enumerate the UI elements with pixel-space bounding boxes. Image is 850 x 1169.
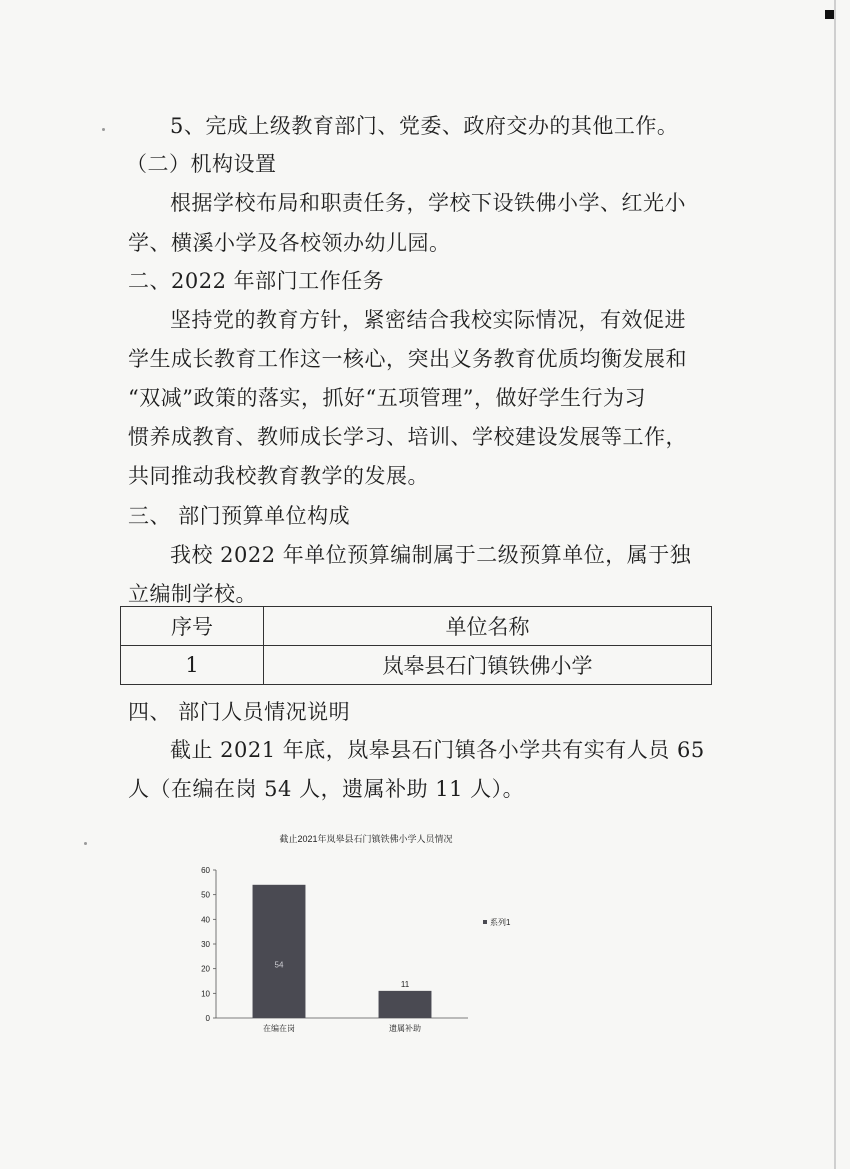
text-line: “双减”政策的落实，抓好“五项管理”，做好学生行为习 [128,386,646,410]
y-tick-label: 60 [201,866,210,875]
data-label: 11 [400,979,410,989]
text-line: 共同推动我校教育教学的发展。 [128,464,429,488]
chart-title: 截止2021年岚皋县石门镇铁佛小学人员情况 [279,834,453,844]
x-tick-label: 在编在岗 [263,1024,295,1033]
text-line: 我校 2022 年单位预算编制属于二级预算单位，属于独 [170,543,692,567]
y-tick-label: 50 [201,890,210,900]
y-tick-label: 0 [205,1014,210,1023]
text-line: 人（在编在岗 54 人，遗属补助 11 人）。 [128,777,525,801]
scan-dust [84,842,87,845]
table-header-cell: 单位名称 [264,607,712,646]
text-line: 学、横溪小学及各校领办幼儿园。 [128,231,451,255]
text-line: 坚持党的教育方针，紧密结合我校实际情况，有效促进 [170,308,686,332]
x-tick-label: 遗属补助 [389,1024,421,1033]
section-heading: 三、 部门预算单位构成 [128,504,351,528]
y-tick-label: 40 [201,915,210,925]
bar [379,991,432,1018]
staff-bar-chart [183,826,553,1051]
scan-edge [834,0,836,1169]
y-tick-label: 10 [201,989,210,999]
text-line: 惯养成教育、教师成长学习、培训、学校建设发展等工作， [128,425,687,449]
table-cell: 岚皋县石门镇铁佛小学 [264,646,712,685]
legend-label: 系列1 [490,918,511,927]
text-line: 根据学校布局和职责任务，学校下设铁佛小学、红光小 [170,191,686,215]
y-tick-label: 30 [201,940,210,949]
table-header-row [121,607,712,646]
text-line: 学生成长教育工作这一核心，突出义务教育优质均衡发展和 [128,347,687,371]
section-heading: 四、 部门人员情况说明 [128,700,351,724]
table-cell: 1 [121,646,264,685]
section-heading: 二、2022 年部门工作任务 [128,269,385,293]
text-line: 5、完成上级教育部门、党委、政府交办的其他工作。 [170,114,679,138]
text-line: 截止 2021 年底，岚皋县石门镇各小学共有实有人员 65 [170,738,705,762]
table-row [121,646,712,685]
text-line: 立编制学校。 [128,582,257,606]
y-tick-label: 20 [201,964,210,974]
legend-swatch [483,920,487,924]
scan-dust [102,128,105,131]
bar [253,885,306,1018]
scan-corner-mark [825,10,834,19]
section-heading: （二）机构设置 [126,152,277,176]
unit-table [120,606,712,685]
table-header-cell: 序号 [121,607,264,646]
data-label: 54 [274,960,284,970]
